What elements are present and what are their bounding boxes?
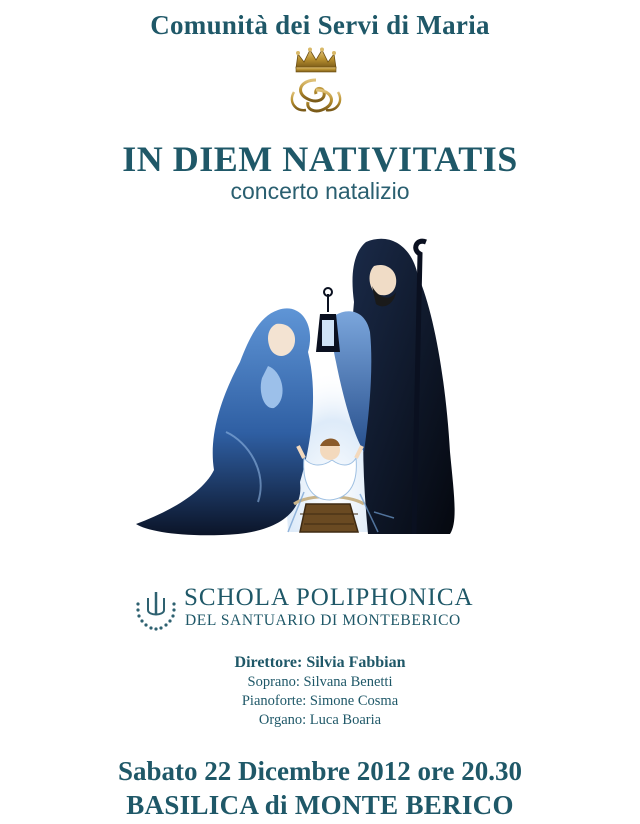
- event-date: Sabato 22 Dicembre 2012 ore 20.30: [118, 756, 522, 786]
- crown-crest-icon: [286, 46, 346, 128]
- organ-credit: Organo: Luca Boaria: [258, 712, 382, 728]
- piano-credit: Pianoforte: Simone Cosma: [241, 693, 399, 709]
- schola-logo-icon: [134, 588, 178, 634]
- choir-subtitle: DEL SANTUARIO DI MONTEBERICO: [185, 612, 461, 629]
- nativity-illustration: [128, 232, 478, 544]
- director-credit: Direttore: Silvia Fabbian: [234, 654, 406, 671]
- choir-name: SCHOLA POLIPHONICA: [184, 584, 474, 611]
- event-title: IN DIEM NATIVITATIS: [122, 139, 518, 179]
- event-subtitle: concerto natalizio: [230, 178, 410, 204]
- soprano-credit: Soprano: Silvana Benetti: [247, 674, 393, 690]
- event-venue: BASILICA di MONTE BERICO: [126, 790, 514, 820]
- community-title: Comunità dei Servi di Maria: [150, 10, 490, 40]
